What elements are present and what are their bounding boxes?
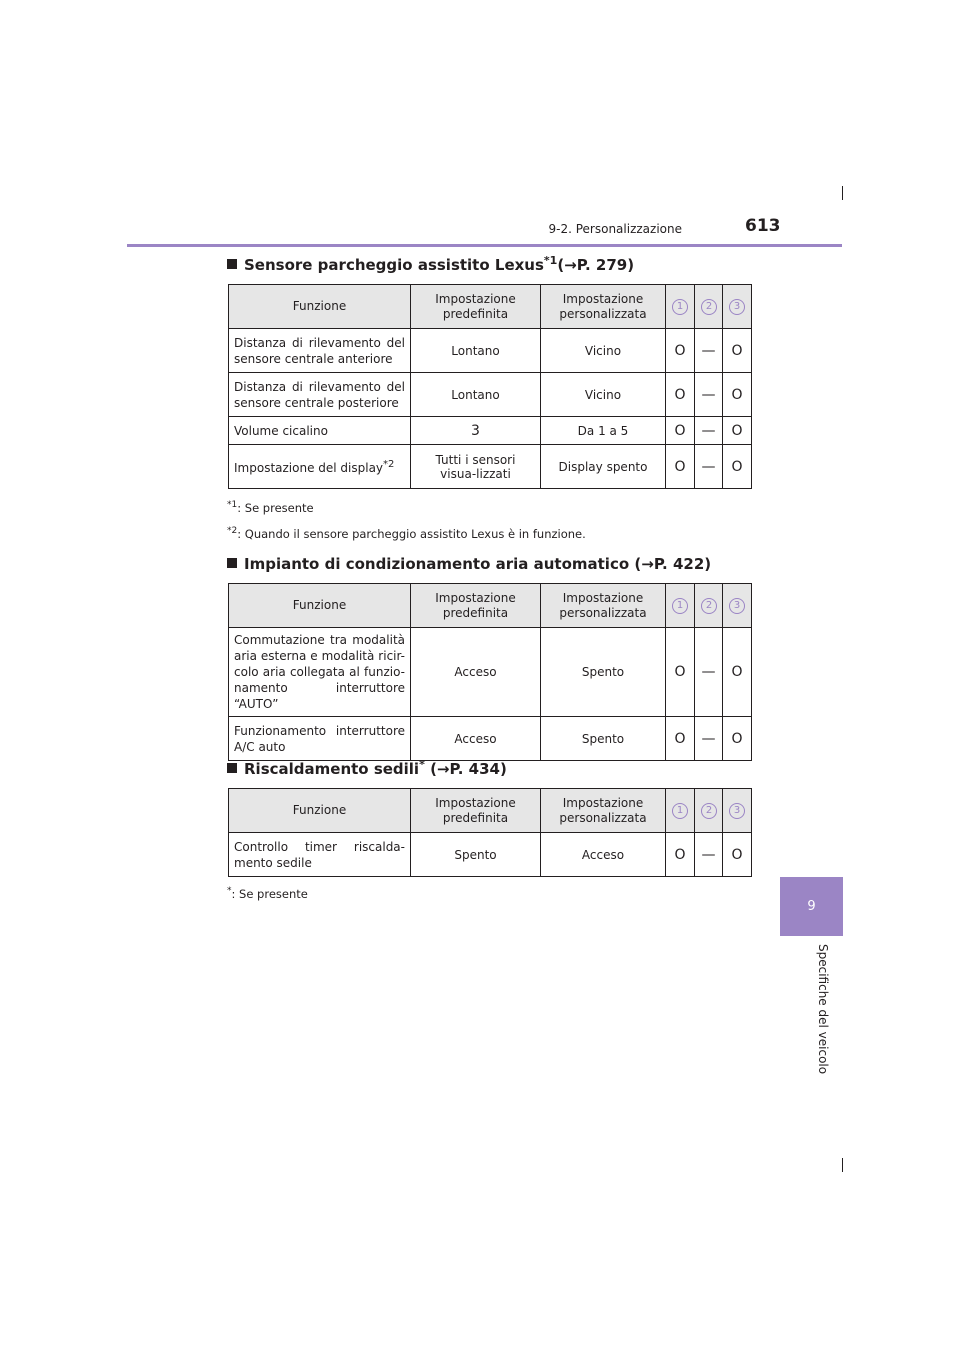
column-header <box>666 789 695 833</box>
crop-mark <box>842 186 843 200</box>
column-header: Impostazione predefinita <box>411 789 541 833</box>
number-2-icon: 2 <box>701 299 717 315</box>
crop-mark <box>842 1158 843 1172</box>
table-row: Distanza di rilevamento del sensore centrale posteriore Lontano Vicino O — O <box>229 373 752 417</box>
column-header <box>666 584 695 628</box>
square-bullet-icon <box>227 763 237 773</box>
chapter-title: Specifiche del veicolo <box>816 944 830 1075</box>
section-title: Sensore parcheggio assistito Lexus$^{*1}$(→P. 279) <box>227 254 634 274</box>
column-header: Funzione <box>229 285 411 329</box>
square-bullet-icon <box>227 558 237 568</box>
column-header: Impostazione personalizzata <box>541 285 666 329</box>
table-row: Volume cicalino 3 Da 1 a 5 O — O <box>229 417 752 445</box>
column-header <box>695 285 723 329</box>
number-1-icon: 1 <box>672 598 688 614</box>
column-header <box>666 285 695 329</box>
table-row: Funzionamento interruttore A/C auto Acceso Spento O — O <box>229 717 752 761</box>
square-bullet-icon <box>227 259 237 269</box>
column-header <box>695 584 723 628</box>
column-header <box>723 789 752 833</box>
column-header <box>695 789 723 833</box>
number-3-icon: 3 <box>729 299 745 315</box>
number-2-icon: 2 <box>701 803 717 819</box>
column-header <box>723 285 752 329</box>
section-title: Impianto di condizionamento aria automatico (→P. 422) <box>227 555 711 573</box>
section-title: Riscaldamento sedili* (→P. 434) <box>227 758 507 778</box>
header-rule <box>127 244 842 247</box>
column-header: Funzione <box>229 789 411 833</box>
header-section: 9-2. Personalizzazione <box>548 222 682 236</box>
footnote: $^{*2}$: Quando il sensore parcheggio assistito Lexus è in funzione. <box>227 526 586 541</box>
settings-table <box>228 284 752 489</box>
settings-table <box>228 583 752 761</box>
number-3-icon: 3 <box>729 803 745 819</box>
column-header: Impostazione personalizzata <box>541 584 666 628</box>
footnote: *: Se presente <box>227 886 308 901</box>
column-header: Funzione <box>229 584 411 628</box>
settings-table <box>228 788 752 877</box>
chapter-tab: 9 <box>780 877 843 936</box>
footnote: $^{*1}$: Se presente <box>227 500 314 515</box>
column-header <box>723 584 752 628</box>
table-row: Distanza di rilevamento del sensore centrale anteriore Lontano Vicino O — O <box>229 329 752 373</box>
number-3-icon: 3 <box>729 598 745 614</box>
number-1-icon: 1 <box>672 803 688 819</box>
number-2-icon: 2 <box>701 598 717 614</box>
table-row: Impostazione del display$^{*2}$ Tutti i sensori visua-lizzati Display spento O — O <box>229 445 752 489</box>
number-1-icon: 1 <box>672 299 688 315</box>
page-number: 613 <box>745 216 781 236</box>
column-header: Impostazione personalizzata <box>541 789 666 833</box>
table-row: Controllo timer riscalda-mento sedile Spento Acceso O — O <box>229 833 752 877</box>
table-row: Commutazione tra modalità aria esterna e modalità ricir-colo aria collegata al funzio-namento interruttore “AUTO” Acceso Spento O — O <box>229 628 752 717</box>
column-header: Impostazione predefinita <box>411 584 541 628</box>
column-header: Impostazione predefinita <box>411 285 541 329</box>
